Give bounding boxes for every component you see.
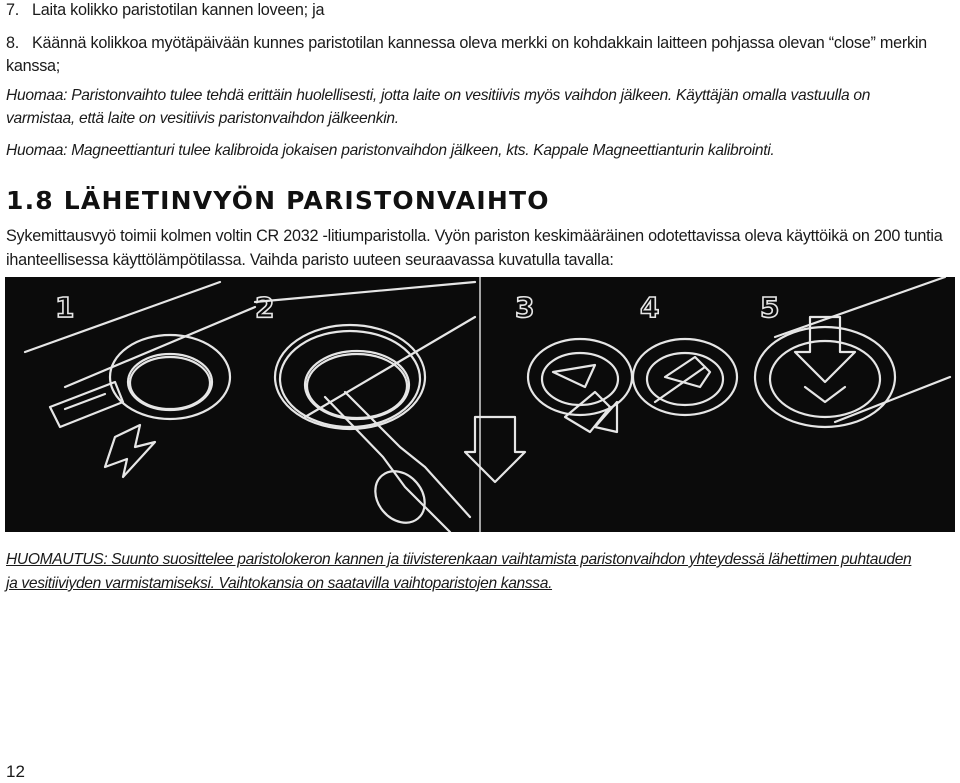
step-8 [6,33,927,53]
footer-note-line2: ja vesitiiviyden varmistamiseksi. Vaihtokansia on saatavilla vaihtoparistojen kanssa. [6,575,553,592]
panel-4-rotate-lid [633,339,737,415]
panel-2-coin-notch [255,282,525,532]
note-calibration: Huomaa: Magneettianturi tulee kalibroida jokaisen paristonvaihdon jälkeen, kts. Kappale Magneettianturin kalibrointi. [6,142,775,159]
note-waterproof-line2: varmistaa, että laite on vesitiivis paristonvaihdon jälkeenkin. [6,110,399,127]
step-label-1: 1 [55,291,75,324]
step-7-number: 7. [6,1,20,19]
step-7-text: Laita kolikko paristotilan kannen loveen; ja [32,1,325,19]
step-label-3: 3 [515,291,535,324]
step-8-text: Käännä kolikkoa myötäpäivään kunnes paristotilan kannessa oleva merkki on kohdakkain laitteen pohjassa olevan “close” merkin [32,34,927,52]
section-body-line1: Sykemittausvyö toimii kolmen voltin CR 2032 -litiumparistolla. Vyön pariston keskimääräinen odotettavissa oleva käyttöikä on 200 tuntia [6,227,943,245]
section-heading: 1.8 LÄHETINVYÖN PARISTONVAIHTO [6,186,550,215]
section-body-line2: ihanteellisessa käyttölämpötilassa. Vaihda paristo uuteen seuraavassa kuvatulla tavalla: [6,251,614,269]
step-label-5: 5 [760,291,780,324]
panel-3-turn-coin [528,339,632,432]
step-label-2: 2 [255,291,275,324]
page-number: 12 [6,762,25,781]
panel-5-close-mark [755,277,950,427]
footer-note-line1: HUOMAUTUS: Suunto suosittelee paristolokeron kannen ja tiivisterenkaan vaihtamista paristonvaihdon yhteydessä lähettimen puhtauden [6,551,912,568]
note-waterproof-line1: Huomaa: Paristonvaihto tulee tehdä erittäin huolellisesti, jotta laite on vesitiivis myös vaihdon jälkeen. Käyttäjän omalla vastuulla on [6,87,871,104]
step-7 [6,0,324,20]
battery-replacement-illustration [5,277,955,532]
step-8-continuation: kanssa; [6,57,61,75]
step-8-number: 8. [6,34,20,52]
battery-replacement-figure [5,277,955,532]
step-label-4: 4 [640,291,660,324]
